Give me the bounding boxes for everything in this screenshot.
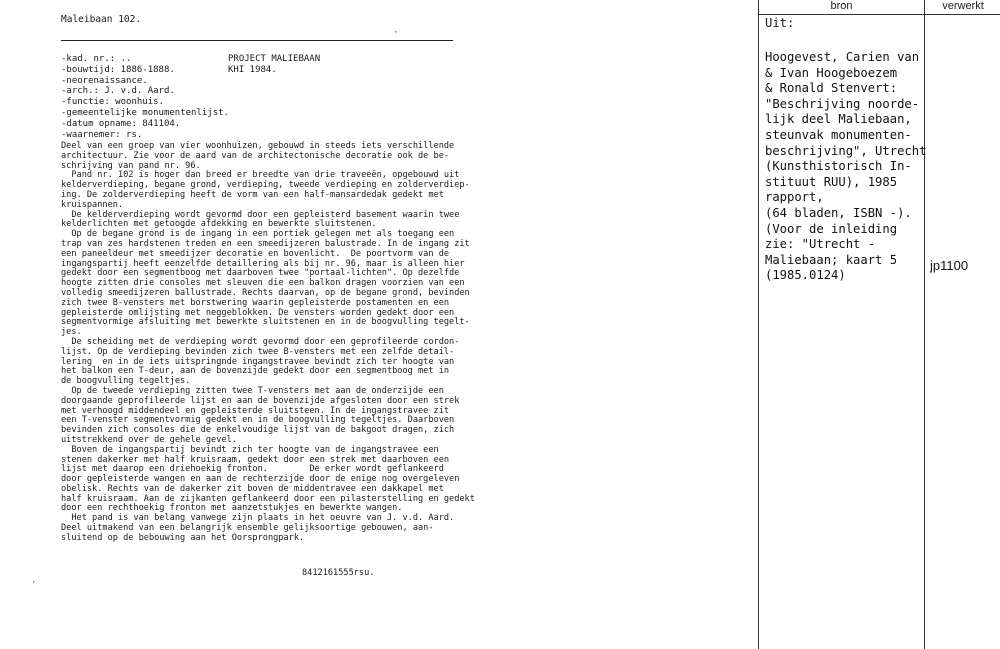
header-rule — [61, 40, 453, 41]
body-line: een T-venster segmentvormig gedekt en in de boogvulling tegeltjes. Daarboven — [61, 415, 455, 426]
bron-line: & Ivan Hoogeboezem — [765, 65, 898, 80]
column-header-bron: bron — [759, 0, 925, 15]
bron-line: (64 bladen, ISBN -). — [765, 205, 912, 220]
body-line: zich twee B-vensters met borstwering waarin gepleisterde postamenten en een — [61, 297, 450, 308]
meta-line: -waarnemer: rs. — [61, 129, 143, 140]
project-label — [228, 54, 320, 76]
index-card — [758, 0, 1000, 649]
metadata-list — [61, 54, 229, 140]
document-code: 8412161555rsu. — [302, 568, 375, 578]
bron-line: & Ronald Stenvert: — [765, 81, 898, 96]
body-line: sluitend op de bebouwing aan het Oorsprongpark. — [61, 532, 305, 543]
body-line: gepleisterde omlijsting met neggeblokken. De vensters worden gedekt door een — [61, 307, 455, 318]
bron-line: beschrijving", Utrecht — [765, 143, 927, 158]
bron-line: Hoogevest, Carien van — [765, 50, 920, 64]
body-line: Het pand is van belang vanwege zijn plaats in het oeuvre van J. v.d. Aard. — [61, 513, 455, 524]
document-header: Maleibaan 102. — [61, 14, 142, 25]
meta-line: -kad. nr.: .. — [61, 54, 132, 64]
body-line: Pand nr. 102 is hoger dan breed er breedte van drie traveeën, opgebouwd uit — [61, 170, 460, 181]
bron-line: Maliebaan; kaart 5 — [765, 252, 898, 267]
body-line: trap van zes hardstenen treden en een smeedijzeren balustrade. In de ingang zit — [61, 238, 470, 249]
body-line: kruispannen. — [61, 199, 124, 210]
body-line: Op de tweede verdieping zitten twee T-vensters met aan de onderzijde een — [61, 385, 444, 396]
body-line: een paneeldeur met smeedijzer decoratie en bovenlicht. De poortvorm van de — [61, 248, 450, 259]
bron-line: rapport, — [765, 190, 824, 205]
bron-line: lijk deel Maliebaan, — [765, 112, 912, 127]
body-line: ing. De zolderverdieping heeft de vorm van een half-mansardedak gedekt met — [61, 189, 444, 200]
body-line: door gepleisterde wangen en aan de rechterzijde door de enige nog overgeleven — [61, 474, 460, 485]
body-line: lering en in de iets uitspringnde ingangstravee bevindt zich ter hoogte van — [61, 356, 455, 367]
project-line: PROJECT MALIEBAAN — [228, 54, 321, 64]
bron-line: zie: "Utrecht - — [765, 237, 876, 252]
bron-line: "Beschrijving noorde- — [765, 96, 920, 111]
body-line: stenen dakerker met half kruisraam, gedekt door een strek met daarboven een — [61, 454, 450, 465]
body-line: met verhoogd middendeel en gepleisterde sluitsteen. In de ingangstravee zit — [61, 405, 450, 416]
body-line: De scheiding met de verdieping wordt gevormd door een geprofileerde cordon- — [61, 336, 460, 347]
bron-citation — [765, 50, 926, 284]
bron-line: steunvak monumenten- — [765, 127, 912, 142]
body-line: kelderlichten met getoogde afdekking en bewerkte sluitstenen. — [61, 219, 377, 230]
body-line: lijst. Op de verdieping bevinden zich twee B-vensters met een zelfde detail- — [61, 346, 455, 357]
body-line: de boogvulling tegeltjes. — [61, 376, 191, 387]
bron-line: stituut RUU), 1985 — [765, 174, 898, 189]
body-line: obelisk. Rechts van de dakerker zit boven de middentravee een dakkapel met — [61, 483, 444, 494]
body-line: segmentvormige afsluiting met bewerkte sluitstenen en in de boogvulling tegelt- — [61, 317, 470, 328]
body-line: kelderverdieping, begane grond, verdieping, tweede verdieping en zolderverdiep- — [61, 180, 470, 191]
body-line: jes. — [61, 327, 82, 338]
bron-line: (Kunsthistorisch In- — [765, 159, 912, 174]
scan-speck: · — [31, 578, 37, 588]
bron-label: Uit: — [765, 16, 795, 30]
body-line: het balkon een T-deur, aan de bovenzijde gedekt door een segmentboog met in — [61, 366, 450, 377]
body-line: schrijving van pand nr. 96. — [61, 160, 201, 171]
bron-line: (1985.0124) — [765, 268, 846, 283]
body-line: gedekt door een segmentboog met daarboven twee "portaal-lichten". Op dezelfde — [61, 268, 460, 279]
column-header-verwerkt: verwerkt — [925, 0, 1000, 15]
body-line: lijst met daarop een driehoekig fronton. De erker wordt geflankeerd — [61, 464, 444, 475]
body-line: doorgaande geprofileerde lijst en aan de bovenzijde afgesloten door een strek — [61, 395, 460, 406]
body-line: Deel van een groep van vier woonhuizen, gebouwd in steeds iets verschillende — [61, 141, 455, 151]
scan-speck: · — [393, 28, 399, 38]
body-line: uitstrekkend over de gehele gevel. — [61, 434, 237, 445]
body-line: Deel uitmakend van een belangrijk ensemble gelijksoortige gebouwen, aan- — [61, 523, 434, 534]
body-line: door een rechthoekig fronton met aanzetstukjes en bewerkte wangen. — [61, 503, 403, 514]
meta-line: -bouwtijd: 1886-1888. — [61, 64, 175, 75]
meta-line: -functie: woonhuis. — [61, 97, 164, 108]
body-line: volledig smeedijzeren ballustrade. Rechts daarvan, op de begane grond, bevinden — [61, 287, 470, 298]
body-line: architectuur. Zie voor de aard van de architectonische decoratie ook de be- — [61, 150, 450, 161]
body-line: bevinden zich consoles die de enkelvoudige lijst van de bakgoot dragen, zich — [61, 425, 455, 436]
body-line: Boven de ingangspartij bevindt zich ter hoogte van de ingangstravee een — [61, 444, 439, 455]
meta-line: -gemeentelijke monumentenlijst. — [61, 107, 229, 118]
body-line: hoogte zitten drie consoles met sleuven die een balkon dragen voorzien van een — [61, 278, 465, 289]
body-line: ingangspartij heeft eenzelfde detaillering als bij nr. 96, maar is alleen hier — [61, 258, 465, 269]
body-line: half kruisraam. Aan de zijkanten geflankeerd door een pilasterstelling en gedekt — [61, 493, 475, 504]
body-line: Op de begane grond is de ingang in een portiek gelegen met als toegang een — [61, 229, 455, 240]
meta-line: -neorenaissance. — [61, 75, 148, 86]
bron-line: (Voor de inleiding — [765, 221, 898, 236]
meta-line: -datum opname: 841104. — [61, 118, 181, 129]
verwerkt-code: jp1100 — [930, 258, 969, 273]
project-line: KHI 1984. — [228, 64, 277, 75]
meta-line: -arch.: J. v.d. Aard. — [61, 86, 175, 97]
description-body — [61, 141, 475, 544]
body-line: De kelderverdieping wordt gevormd door een gepleisterd basement waarin twee — [61, 209, 460, 220]
